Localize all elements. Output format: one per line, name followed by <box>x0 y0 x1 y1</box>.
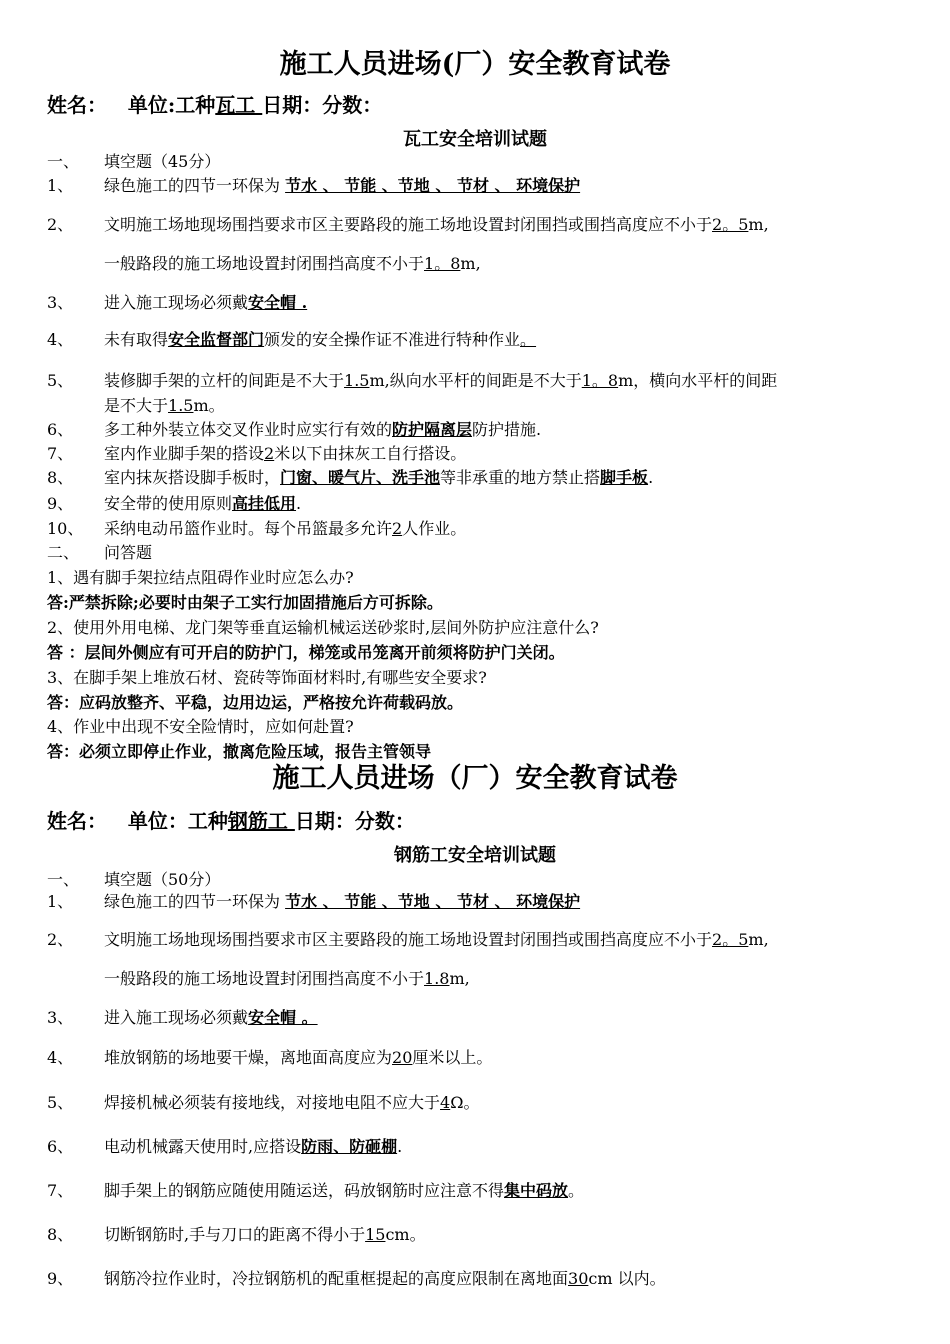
exam2-header-row <box>47 808 415 834</box>
date-label: 日期： <box>262 93 323 117</box>
date-label: 日期： <box>294 809 355 833</box>
score-label: 分数： <box>354 809 415 833</box>
unit-label: 单位：工种 <box>127 809 228 833</box>
exam1-title: 施工人员进场(厂）安全教育试卷 <box>279 49 671 80</box>
exam1-qa3-answer: 答：应码放整齐、平稳，边用边运，严格按允许荷载码放。 <box>47 693 464 712</box>
unit-label: 单位:工种 <box>127 93 216 117</box>
exam1-qa2-answer: 答 ：层间外侧应有可开启的防护门，梯笼或吊笼离开前须将防护门关闭。 <box>47 643 565 662</box>
name-label: 姓名： <box>47 93 107 117</box>
trade-value: 瓦工 <box>215 93 263 117</box>
trade-value: 钢筋工 <box>227 809 295 833</box>
exam1-subtitle: 瓦工安全培训试题 <box>403 129 547 150</box>
exam1-qa4-answer: 答：必须立即停止作业，撤离危险压域，报告主管领导 <box>47 742 432 761</box>
name-label: 姓名： <box>47 809 107 833</box>
exam1-qa4-question: 4、作业中出现不安全险情时，应如何赴置? <box>47 717 354 736</box>
exam1-header-row <box>47 92 382 118</box>
exam1-qa1-question: 1、遇有脚手架拉结点阻碍作业时应怎么办? <box>47 568 354 587</box>
score-label: 分数： <box>322 93 383 117</box>
exam1-qa2-question: 2、使用外用电梯、龙门架等垂直运输机械运送砂浆时,层间外防护应注意什么? <box>47 618 599 637</box>
exam2-title: 施工人员进场（厂）安全教育试卷 <box>272 763 678 794</box>
exam2-subtitle: 钢筋工安全培训试题 <box>394 845 556 866</box>
exam1-qa1-answer: 答:严禁拆除;必要时由架子工实行加固措施后方可拆除。 <box>47 593 443 612</box>
exam1-qa3-question: 3、在脚手架上堆放石材、瓷砖等饰面材料时,有哪些安全要求? <box>47 668 487 687</box>
